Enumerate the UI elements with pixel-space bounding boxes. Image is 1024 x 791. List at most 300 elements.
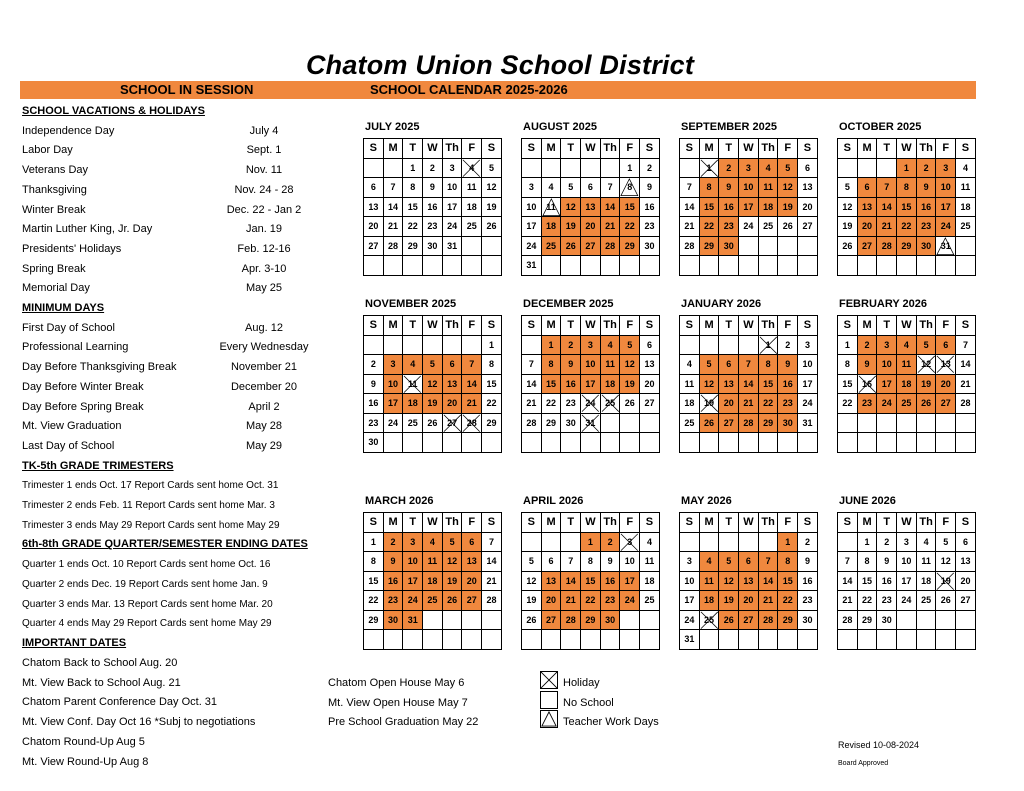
day-number: 20 <box>940 378 951 389</box>
info-row <box>22 519 280 532</box>
weekday-header: S <box>680 139 700 159</box>
weekday-header: S <box>838 139 858 159</box>
day-number: 27 <box>960 595 971 606</box>
day-cell <box>620 394 640 414</box>
day-number: 23 <box>782 398 793 409</box>
empty-cell <box>897 610 917 630</box>
month-title: APRIL 2026 <box>523 495 584 507</box>
month-calendar <box>363 315 502 453</box>
day-cell <box>897 374 917 394</box>
weekday-header: T <box>403 139 423 159</box>
row-name: Quarter 1 ends Oct. 10 Report Cards sent home Oct. 16 <box>22 559 271 571</box>
day-cell <box>482 217 502 237</box>
day-number: 17 <box>407 575 418 586</box>
day-number: 28 <box>763 614 774 625</box>
day-number: 25 <box>921 595 932 606</box>
weekday-header: T <box>561 513 581 533</box>
day-cell <box>680 630 700 650</box>
month-calendar <box>521 315 660 453</box>
empty-cell <box>383 158 403 178</box>
empty-cell <box>916 630 936 650</box>
empty-cell <box>798 256 818 276</box>
day-cell <box>857 178 877 198</box>
day-number: 7 <box>390 182 396 193</box>
day-number: 31 <box>407 614 418 625</box>
day-number: 6 <box>370 182 376 193</box>
day-number: 5 <box>627 339 633 350</box>
empty-cell <box>956 256 976 276</box>
weekday-header: Th <box>600 139 620 159</box>
day-number: 4 <box>706 556 712 567</box>
day-cell <box>778 335 798 355</box>
day-cell <box>719 158 739 178</box>
info-row <box>22 183 294 197</box>
empty-cell <box>462 256 482 276</box>
day-cell <box>936 374 956 394</box>
day-cell <box>561 394 581 414</box>
day-number: 26 <box>565 240 576 251</box>
day-cell <box>916 591 936 611</box>
day-cell <box>778 552 798 572</box>
day-cell <box>719 178 739 198</box>
day-number: 11 <box>467 182 477 193</box>
row-name: Presidents' Holidays <box>22 242 122 255</box>
day-cell <box>758 217 778 237</box>
day-number: 24 <box>901 595 912 606</box>
day-number: 10 <box>447 182 458 193</box>
info-row <box>22 144 282 157</box>
weekday-header: S <box>364 513 384 533</box>
day-cell <box>778 178 798 198</box>
row-date: Sept. 1 <box>246 144 282 157</box>
day-number: 29 <box>763 417 774 428</box>
day-cell <box>482 552 502 572</box>
day-cell <box>857 532 877 552</box>
day-cell <box>739 217 759 237</box>
day-cell <box>522 178 542 198</box>
day-number: 7 <box>686 182 692 193</box>
day-cell <box>640 552 660 572</box>
day-number: 7 <box>844 556 850 567</box>
empty-cell <box>758 236 778 256</box>
empty-cell <box>758 256 778 276</box>
day-cell <box>482 591 502 611</box>
day-cell <box>403 413 423 433</box>
day-cell <box>798 374 818 394</box>
empty-cell <box>719 256 739 276</box>
day-cell <box>383 217 403 237</box>
day-number: 23 <box>605 595 616 606</box>
day-cell <box>719 355 739 375</box>
day-number: 23 <box>388 595 399 606</box>
weekday-header: S <box>680 513 700 533</box>
day-number: 15 <box>407 201 418 212</box>
day-cell <box>561 217 581 237</box>
day-cell <box>739 571 759 591</box>
day-cell <box>561 610 581 630</box>
empty-cell <box>956 610 976 630</box>
day-cell <box>442 552 462 572</box>
day-cell <box>423 236 443 256</box>
day-number: 9 <box>607 556 613 567</box>
empty-cell <box>482 433 502 453</box>
row-name: Thanksgiving <box>22 183 87 196</box>
empty-cell <box>877 158 897 178</box>
day-number: 10 <box>407 556 418 567</box>
day-number: 4 <box>548 182 554 193</box>
day-number: 24 <box>624 595 635 606</box>
month-calendar <box>679 315 818 453</box>
empty-cell <box>522 158 542 178</box>
important-date-item: Mt. View Open House May 7 <box>328 696 468 709</box>
day-number: 20 <box>723 398 734 409</box>
day-number: 1 <box>844 339 850 350</box>
day-cell <box>680 571 700 591</box>
day-number: 18 <box>684 398 695 409</box>
day-number: 31 <box>585 417 596 428</box>
day-cell <box>522 610 542 630</box>
day-cell <box>600 197 620 217</box>
day-number: 24 <box>407 595 418 606</box>
month-calendar <box>679 138 818 276</box>
day-number: 16 <box>782 378 793 389</box>
day-cell <box>798 610 818 630</box>
day-number: 22 <box>782 595 793 606</box>
weekday-header: F <box>936 316 956 336</box>
day-cell <box>364 178 384 198</box>
empty-cell <box>423 335 443 355</box>
day-number: 19 <box>427 398 438 409</box>
day-number: 2 <box>370 359 376 370</box>
day-number: 19 <box>704 398 715 409</box>
day-number: 2 <box>390 536 396 547</box>
day-number: 9 <box>804 556 810 567</box>
day-number: 19 <box>723 595 734 606</box>
important-date-item: Mt. View Conf. Day Oct 16 *Subj to negotiations <box>22 716 256 729</box>
weekday-header: Th <box>916 316 936 336</box>
weekday-header: M <box>857 513 877 533</box>
row-date: May 28 <box>245 420 283 433</box>
day-cell <box>699 413 719 433</box>
day-cell <box>758 591 778 611</box>
empty-cell <box>897 413 917 433</box>
empty-cell <box>838 433 858 453</box>
day-number: 29 <box>624 240 635 251</box>
empty-cell <box>838 413 858 433</box>
day-number: 27 <box>644 398 655 409</box>
day-number: 26 <box>723 614 734 625</box>
day-number: 8 <box>410 182 416 193</box>
day-number: 24 <box>447 221 458 232</box>
day-cell <box>522 394 542 414</box>
day-cell <box>541 236 561 256</box>
weekday-header: S <box>956 316 976 336</box>
day-cell <box>877 178 897 198</box>
day-number: 6 <box>962 536 968 547</box>
day-cell <box>442 394 462 414</box>
day-number: 20 <box>960 575 971 586</box>
day-cell <box>561 571 581 591</box>
day-cell <box>442 217 462 237</box>
section-heading: 6th-8th GRADE QUARTER/SEMESTER ENDING DATES <box>22 538 308 551</box>
day-cell <box>877 197 897 217</box>
day-number: 2 <box>923 162 929 173</box>
board-approved-note: Board Approved <box>838 760 889 767</box>
day-cell <box>739 394 759 414</box>
empty-cell <box>581 630 601 650</box>
day-number: 27 <box>466 595 477 606</box>
day-cell <box>462 355 482 375</box>
day-number: 1 <box>548 339 554 350</box>
weekday-header: W <box>581 139 601 159</box>
day-cell <box>640 158 660 178</box>
important-date-item: Mt. View Round-Up Aug 8 <box>22 755 149 768</box>
day-number: 28 <box>486 595 497 606</box>
day-number: 22 <box>486 398 497 409</box>
info-row <box>22 321 283 335</box>
calendar-year-label: SCHOOL CALENDAR 2025-2026 <box>370 82 568 97</box>
empty-cell <box>838 532 858 552</box>
day-cell <box>423 571 443 591</box>
day-number: 27 <box>447 417 458 428</box>
day-number: 10 <box>881 359 892 370</box>
info-row <box>22 598 273 611</box>
row-name: Last Day of School <box>22 439 115 452</box>
day-number: 13 <box>723 378 734 389</box>
day-cell <box>620 335 640 355</box>
day-number: 16 <box>368 398 379 409</box>
day-cell <box>600 335 620 355</box>
weekday-header: M <box>383 513 403 533</box>
day-cell <box>482 158 502 178</box>
row-date: Aug. 12 <box>245 321 283 334</box>
day-number: 3 <box>627 536 633 547</box>
empty-cell <box>719 433 739 453</box>
day-number: 26 <box>486 221 497 232</box>
legend-label: No School <box>563 696 614 709</box>
day-number: 24 <box>802 398 813 409</box>
day-number: 11 <box>901 359 912 370</box>
empty-cell <box>857 433 877 453</box>
day-number: 8 <box>864 556 870 567</box>
day-cell <box>897 236 917 256</box>
month-calendar <box>837 315 976 453</box>
weekday-header: W <box>423 513 443 533</box>
row-date: Nov. 11 <box>245 164 283 177</box>
day-cell <box>620 197 640 217</box>
empty-cell <box>916 256 936 276</box>
day-number: 29 <box>585 614 596 625</box>
day-cell <box>838 217 858 237</box>
empty-cell <box>956 236 976 256</box>
day-cell <box>699 197 719 217</box>
day-number: 2 <box>607 536 613 547</box>
day-number: 26 <box>526 614 537 625</box>
weekday-header: Th <box>600 316 620 336</box>
empty-cell <box>620 630 640 650</box>
day-number: 5 <box>429 359 435 370</box>
day-cell <box>916 394 936 414</box>
info-row <box>22 203 302 217</box>
weekday-header: M <box>541 139 561 159</box>
day-cell-holiday <box>600 394 620 414</box>
day-number: 14 <box>526 378 537 389</box>
day-number: 3 <box>903 536 909 547</box>
day-number: 26 <box>842 240 853 251</box>
day-number: 13 <box>447 378 458 389</box>
day-number: 31 <box>684 634 695 645</box>
day-cell <box>640 217 660 237</box>
row-date: April 2 <box>248 400 280 413</box>
day-cell <box>719 571 739 591</box>
empty-cell <box>640 433 660 453</box>
day-cell <box>364 197 384 217</box>
day-cell <box>877 394 897 414</box>
day-cell <box>897 394 917 414</box>
day-number: 6 <box>548 556 554 567</box>
day-cell <box>897 552 917 572</box>
empty-cell <box>936 610 956 630</box>
day-number: 7 <box>469 359 475 370</box>
day-cell <box>680 355 700 375</box>
empty-cell <box>877 413 897 433</box>
day-cell <box>758 197 778 217</box>
day-cell <box>442 532 462 552</box>
section-heading: MINIMUM DAYS <box>22 302 105 314</box>
day-cell-holiday <box>857 374 877 394</box>
weekday-header: S <box>798 316 818 336</box>
row-date: May 25 <box>245 282 283 295</box>
empty-cell <box>423 433 443 453</box>
day-cell <box>442 236 462 256</box>
day-cell <box>403 236 423 256</box>
day-cell <box>541 178 561 198</box>
revised-date: Revised 10-08-2024 <box>838 740 920 750</box>
day-cell <box>364 571 384 591</box>
day-cell-holiday <box>581 394 601 414</box>
info-row <box>22 164 283 177</box>
day-cell <box>522 571 542 591</box>
day-number: 13 <box>743 575 754 586</box>
day-number: 23 <box>802 595 813 606</box>
day-cell <box>640 532 660 552</box>
day-cell <box>620 158 640 178</box>
weekday-header: S <box>640 139 660 159</box>
empty-cell <box>403 335 423 355</box>
empty-cell <box>383 256 403 276</box>
day-number: 17 <box>624 575 635 586</box>
day-cell <box>462 394 482 414</box>
day-number: 10 <box>388 378 399 389</box>
weekday-header: F <box>620 139 640 159</box>
day-cell <box>581 532 601 552</box>
empty-cell <box>798 630 818 650</box>
day-number: 26 <box>940 595 951 606</box>
day-cell <box>916 178 936 198</box>
day-number: 18 <box>960 201 971 212</box>
weekday-header: M <box>699 139 719 159</box>
day-number: 12 <box>565 201 576 212</box>
day-number: 5 <box>844 182 850 193</box>
weekday-header: S <box>364 139 384 159</box>
day-number: 6 <box>646 339 652 350</box>
day-cell <box>600 591 620 611</box>
day-number: 4 <box>923 536 929 547</box>
day-cell <box>719 413 739 433</box>
day-cell <box>423 217 443 237</box>
day-cell <box>897 571 917 591</box>
day-cell <box>719 236 739 256</box>
empty-cell <box>778 433 798 453</box>
day-number: 30 <box>644 240 655 251</box>
day-cell <box>462 591 482 611</box>
day-cell <box>956 197 976 217</box>
day-number: 1 <box>706 162 712 173</box>
day-number: 10 <box>940 182 951 193</box>
row-name: Mt. View Graduation <box>22 420 122 433</box>
day-number: 9 <box>429 182 435 193</box>
day-number: 21 <box>466 398 477 409</box>
day-number: 3 <box>528 182 534 193</box>
day-cell <box>857 552 877 572</box>
day-number: 11 <box>763 182 773 193</box>
empty-cell <box>778 256 798 276</box>
no-school-box-icon <box>540 691 558 709</box>
day-cell <box>541 413 561 433</box>
day-cell <box>442 197 462 217</box>
day-cell <box>739 552 759 572</box>
empty-cell <box>423 610 443 630</box>
day-cell <box>778 355 798 375</box>
day-number: 27 <box>546 614 557 625</box>
day-number: 21 <box>743 398 754 409</box>
day-number: 1 <box>370 536 376 547</box>
day-cell <box>699 374 719 394</box>
day-cell <box>442 571 462 591</box>
day-cell-holiday <box>442 413 462 433</box>
day-cell <box>877 610 897 630</box>
day-cell <box>403 197 423 217</box>
day-number: 11 <box>644 556 655 567</box>
empty-cell <box>897 630 917 650</box>
day-number: 16 <box>427 201 438 212</box>
empty-cell <box>719 335 739 355</box>
day-cell <box>364 552 384 572</box>
day-cell <box>778 413 798 433</box>
day-cell <box>798 178 818 198</box>
day-cell <box>798 197 818 217</box>
row-name: Day Before Winter Break <box>22 380 144 393</box>
info-row <box>22 282 283 295</box>
day-cell <box>541 394 561 414</box>
day-cell <box>482 413 502 433</box>
day-number: 8 <box>587 556 593 567</box>
day-cell <box>640 335 660 355</box>
day-number: 28 <box>960 398 971 409</box>
day-cell <box>462 178 482 198</box>
day-number: 11 <box>546 201 556 212</box>
empty-cell <box>600 433 620 453</box>
empty-cell <box>857 413 877 433</box>
day-cell <box>897 355 917 375</box>
empty-cell <box>620 413 640 433</box>
day-cell <box>956 158 976 178</box>
day-cell <box>758 552 778 572</box>
day-number: 19 <box>565 221 576 232</box>
day-number: 18 <box>427 575 438 586</box>
day-number: 5 <box>706 359 712 370</box>
day-number: 18 <box>901 378 912 389</box>
